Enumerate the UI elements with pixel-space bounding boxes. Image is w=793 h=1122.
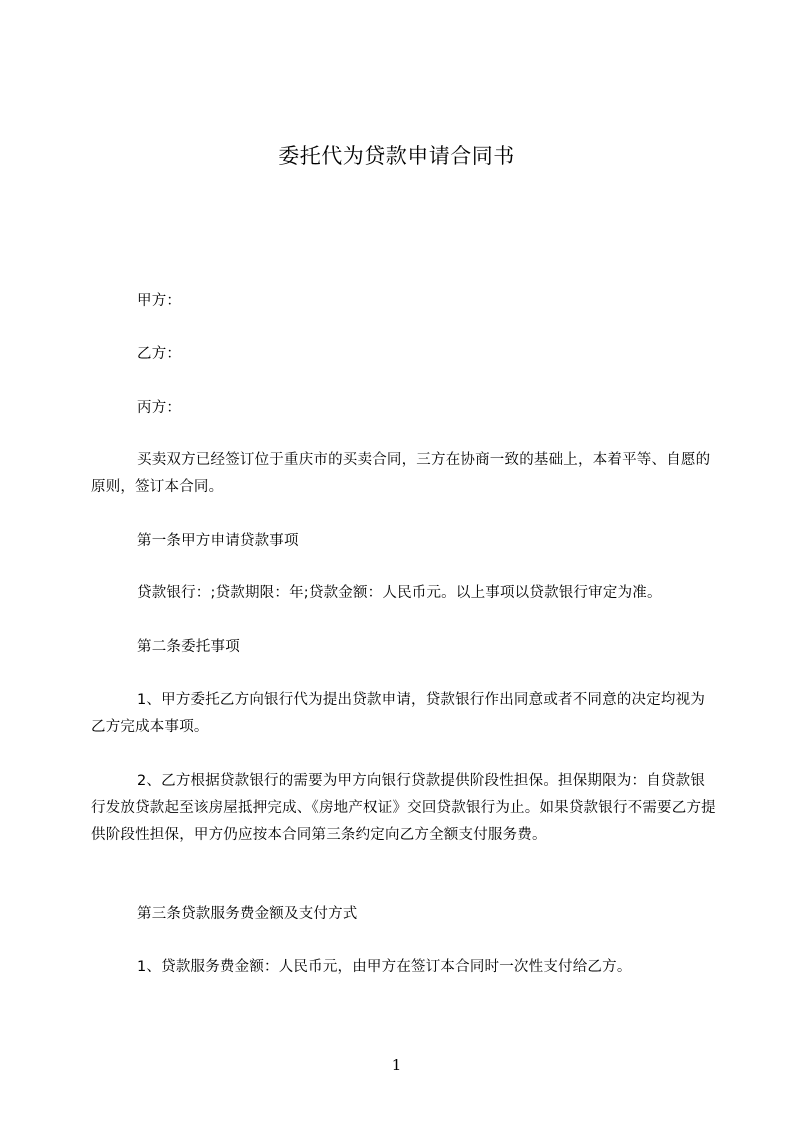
article-2-heading: 第二条委托事项	[137, 639, 240, 655]
party-c-line: 丙方：	[137, 400, 182, 416]
page-number: 1	[391, 1056, 402, 1074]
article-2-item-1: 1、甲方委托乙方向银行代为提出贷款申请，贷款银行作出同意或者不同意的决定均视为乙方完成本事项。	[91, 692, 706, 735]
party-a-line: 甲方：	[137, 293, 182, 309]
document-title: 委托代为贷款申请合同书	[278, 144, 515, 168]
article-1-heading: 第一条甲方申请贷款事项	[137, 533, 299, 549]
article-3-heading: 第三条贷款服务费金额及支付方式	[137, 906, 358, 922]
article-2-item-2: 2、乙方根据贷款银行的需要为甲方向银行贷款提供阶段性担保。担保期限为：自贷款银行发放贷款起至该房屋抵押完成、《房地产权证》交回贷款银行为止。如果贷款银行不需要乙方提供阶段性担保，甲方仍应按本合同第三条约定向乙方全额支付服务费。	[91, 773, 716, 843]
article-3-item-1: 1、贷款服务费金额：人民币元，由甲方在签订本合同时一次性支付给乙方。	[137, 959, 632, 975]
party-b-line: 乙方：	[137, 346, 182, 362]
intro-paragraph: 买卖双方已经签订位于重庆市的买卖合同，三方在协商一致的基础上，本着平等、自愿的原则，签订本合同。	[91, 452, 711, 495]
article-1-text: 贷款银行：;贷款期限：年;贷款金额：人民币元。以上事项以贷款银行审定为准。	[137, 585, 662, 601]
